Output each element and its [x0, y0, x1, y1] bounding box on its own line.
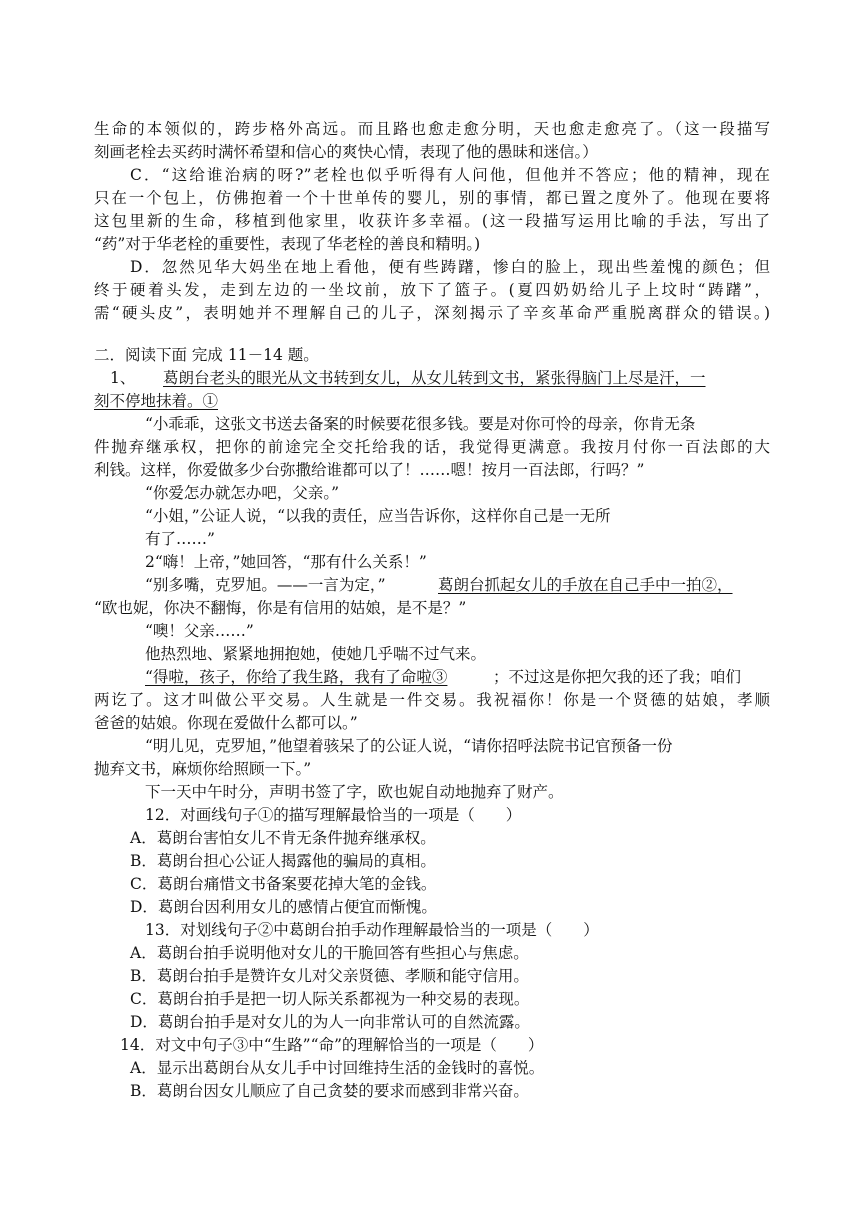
passage-line: 利钱。这样，你爱做多少台弥撒给谁都可以了！……嗯！按月一百法郎，行吗？” [94, 461, 645, 479]
prev-option-c-line2: 只在一个包上，仿佛抱着一个十世单传的婴儿，别的事情，都已置之度外了。他现在要将 [94, 189, 770, 207]
prev-option-c-line1: C．“这给谁治病的呀?”老栓也似乎听得有人问他，但他并不答应；他的精神，现在 [130, 166, 770, 184]
passage-line: “明儿见，克罗旭，”他望着骇呆了的公证人说，“请你招呼法院书记官预备一份 [145, 737, 673, 755]
question-14-option-a: A．显示出葛朗台从女儿手中讨回维持生活的金钱时的喜悦。 [130, 1059, 545, 1077]
passage-line: 他热烈地、紧紧地拥抱她，使她几乎喘不过气来。 [145, 645, 487, 663]
question-13-option-a: A．葛朗台拍手说明他对女儿的干脆回答有些担心与焦虑。 [130, 944, 529, 962]
passage-line: 2“嗨！上帝，”她回答，“那有什么关系！” [145, 553, 427, 571]
prev-option-d-line3: 需“硬头皮”，表明她并不理解自己的儿子，深刻揭示了辛亥革命严重脱离群众的错误。) [94, 304, 770, 322]
question-12-option-c: C．葛朗台痛惜文书备案要花掉大笔的金钱。 [130, 875, 437, 893]
section-heading: 二．阅读下面 完成 11－14 题。 [94, 346, 319, 364]
passage-line: “小乖乖，这张文书送去备案的时候要花很多钱。要是对你可怜的母亲，你肯无条 [145, 415, 696, 433]
question-13-option-b: B．葛朗台拍手是赞许女儿对父亲贤德、孝顺和能守信用。 [130, 967, 529, 985]
prev-option-d-line2: 终于硬着头发，走到左边的一坐坟前，放下了篮子。(夏四奶奶给儿子上坟时“踌躇”， [94, 281, 770, 299]
question-12-option-b: B．葛朗台担心公证人揭露他的骗局的真相。 [130, 852, 436, 870]
passage-line: ；不过这是你把欠我的还了我；咱们 [493, 668, 742, 686]
passage-line: “别多嘴，克罗旭。——一言为定，” [145, 576, 386, 594]
question-12-option-a: A．葛朗台害怕女儿不肯无条件抛弃继承权。 [130, 829, 436, 847]
passage-line: “小姐，”公证人说，“以我的责任，应当告诉你，这样你自己是一无所 [145, 507, 611, 525]
passage-line: 件抛弃继承权，把你的前途完全交托给我的话，我觉得更满意。我按月付你一百法郎的大 [94, 438, 770, 456]
underlined-sentence-1a: 葛朗台老头的眼光从文书转到女儿，从女儿转到文书，紧张得脑门上尽是汗，一 [163, 369, 706, 387]
prev-option-c-line4: “药”对于华老栓的重要性，表现了华老栓的善良和精明。) [94, 235, 481, 253]
prev-option-d-line1: D．忽然见华大妈坐在地上看他，便有些踌躇，惨白的脸上，现出些羞愧的颜色；但 [130, 258, 770, 276]
prev-option-b-line1: 生命的本领似的，跨步格外高远。而且路也愈走愈分明，天也愈走愈亮了。（这一段描写 [94, 120, 770, 138]
question-13-option-d: D．葛朗台拍手是对女儿的为人一向非常认可的自然流露。 [130, 1013, 530, 1031]
passage-line: 下一天中午时分，声明书签了字，欧也妮自动地抛弃了财产。 [145, 783, 564, 801]
passage-line: 抛弃文书，麻烦你给照顾一下。” [94, 760, 312, 778]
prev-option-b-line2: 刻画老栓去买药时满怀希望和信心的爽快心情，表现了他的愚昧和迷信。） [94, 143, 598, 161]
passage-line: “你爱怎办就怎办吧，父亲。” [145, 484, 340, 502]
paragraph-number: 1、 [110, 369, 136, 387]
passage-line: “噢！父亲……” [145, 622, 254, 640]
underlined-sentence-2: 葛朗台抓起女儿的手放在自己手中一拍②， [438, 576, 733, 594]
underlined-sentence-3: “得啦，孩子，你给了我生路，我有了命啦③ [145, 668, 448, 686]
question-12: 12．对画线句子①的描写理解最恰当的一项是（ ） [145, 806, 522, 824]
prev-option-c-line3: 这包里新的生命，移植到他家里，收获许多幸福。(这一段描写运用比喻的手法，写出了 [94, 212, 770, 230]
question-14-option-b: B．葛朗台因女儿顺应了自己贪婪的要求而感到非常兴奋。 [130, 1082, 529, 1100]
question-12-option-d: D．葛朗台因利用女儿的感情占便宜而惭愧。 [130, 898, 437, 916]
passage-line: 两讫了。这才叫做公平交易。人生就是一件交易。我祝福你！你是一个贤德的姑娘，孝顺 [94, 691, 770, 709]
question-13: 13．对划线句子②中葛朗台拍手动作理解最恰当的一项是（ ） [145, 921, 599, 939]
passage-line: 爸爸的姑娘。你现在爱做什么都可以。” [94, 714, 358, 732]
underlined-sentence-1b: 刻不停地抹着。① [94, 392, 219, 410]
passage-line: 有了……” [145, 530, 215, 548]
question-13-option-c: C．葛朗台拍手是把一切人际关系都视为一种交易的表现。 [130, 990, 530, 1008]
passage-line: “欧也妮，你决不翻悔，你是有信用的姑娘，是不是？” [94, 599, 467, 617]
question-14: 14．对文中句子③中“生路”“命”的理解恰当的一项是（ ） [120, 1036, 544, 1054]
